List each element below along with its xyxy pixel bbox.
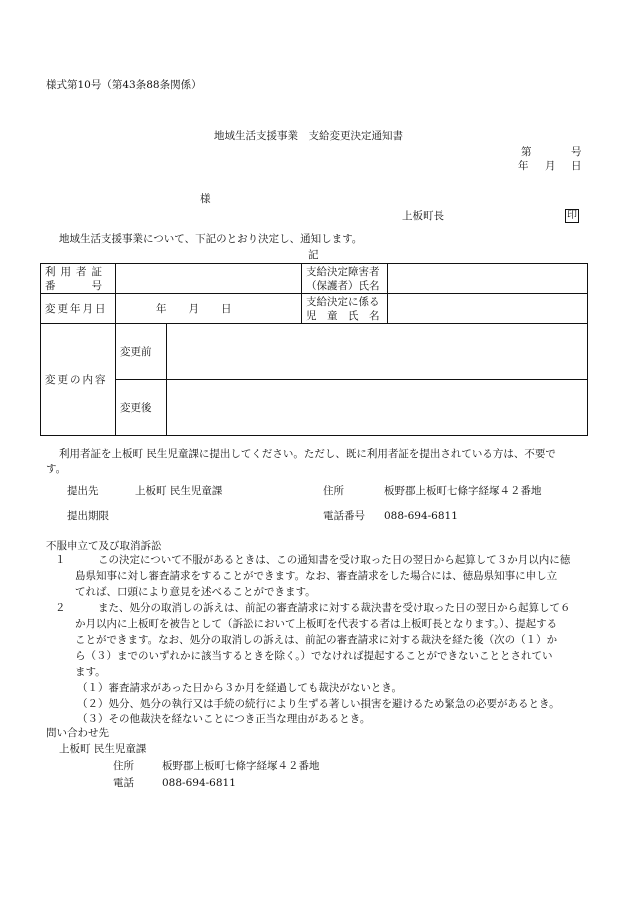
form-number: 様式第10号（第43条88条関係） [46,79,202,91]
date-month-label: 月 [545,160,556,172]
item2-line2: か月以内に上板町を被告として（訴訟において上板町を代表する者は上板町長となります。）、提起する [75,618,558,630]
item1-line3: てれば、口頭により意見を述べることができます。 [75,586,316,598]
guardian-value[interactable] [388,264,588,294]
sub-item1: （１）審査請求があった日から３か月を経過しても裁決がないとき。 [77,682,402,694]
phone-label: 電話番号 [323,510,365,522]
appeal-heading: 不服申立て及び取消訴訟 [46,540,162,552]
table-row [41,380,588,436]
intro-text: 地域生活支援事業について、下記のとおり決定し、通知します。 [59,233,363,245]
phone-value: 088-694-6811 [384,510,458,522]
after-label: 変更後 [116,380,167,436]
child-name-label: 支給決定に係る 児 童 氏 名 [302,294,388,324]
item1-line1: この決定について不服があるときは、この通知書を受け取った日の翌日から起算して３か月以内に徳 [98,554,571,566]
date-year-label: 年 [518,160,529,172]
table-row [41,264,588,294]
change-date-label: 変更年月日 [41,294,116,324]
contact-office: 上板町 民生児童課 [59,743,147,755]
user-cert-label: 利用者証 番 号 [41,264,116,294]
sub-item2: （２）処分、処分の執行又は手続の続行により生ずる著しい損害を避けるため緊急の必要があるとき。 [77,698,560,710]
table-row [41,294,588,324]
contact-heading: 問い合わせ先 [46,727,109,739]
item2-line3: ことができます。なお、処分の取消しの訴えは、前記の審査請求に対する裁決を経た後（次の（１）か [75,634,558,646]
item2-line4: ら（３）までのいずれかに該当するときを除く。）でなければ提起することができないこととされてい [75,650,553,662]
deadline-label: 提出期限 [67,510,109,522]
notice-line1: 利用者証を上板町 民生児童課に提出してください。ただし、既に利用者証を提出されている方は、不要で [59,448,556,460]
document-title: 地域生活支援事業 支給変更決定通知書 [214,130,403,142]
sub-item3: （３）その他裁決を経ないことにつき正当な理由があるとき。 [77,713,371,725]
item1-number: １ [55,554,66,566]
submit-to-value: 上板町 民生児童課 [135,485,223,497]
table-row [41,324,588,380]
contact-address-value: 板野郡上板町七條字経塚４２番地 [162,760,320,772]
date-day-label: 日 [571,160,582,172]
change-content-label: 変更の内容 [41,324,116,436]
issuer-name: 上板町長 [402,210,444,222]
contact-phone-value: 088-694-6811 [162,777,236,789]
change-date-value[interactable]: 年 月 日 [116,294,302,324]
address-value: 板野郡上板町七條字経塚４２番地 [384,485,542,497]
address-label: 住所 [323,485,344,497]
number-label-go: 号 [571,146,582,158]
decision-form-table [40,263,588,436]
contact-phone-label: 電話 [113,777,134,789]
before-value[interactable] [167,324,588,380]
addressee-sama: 様 [200,193,211,205]
ki-heading: 記 [308,249,319,261]
guardian-label: 支給決定障害者 （保護者）氏名 [302,264,388,294]
child-name-value[interactable] [388,294,588,324]
item2-number: ２ [55,602,66,614]
before-label: 変更前 [116,324,167,380]
item2-line5: ます。 [75,666,106,678]
after-value[interactable] [167,380,588,436]
item1-line2: 島県知事に対し審査請求をすることができます。なお、審査請求をした場合には、徳島県知事に申し立 [75,570,558,582]
contact-address-label: 住所 [113,760,134,772]
item2-line1: また、処分の取消しの訴えは、前記の審査請求に対する裁決書を受け取った日の翌日から起算して６ [98,602,571,614]
submit-to-label: 提出先 [67,485,99,497]
notice-line2: す。 [46,463,67,475]
number-label-dai: 第 [521,146,532,158]
seal-mark: 印 [567,210,577,221]
user-cert-value[interactable] [116,264,302,294]
